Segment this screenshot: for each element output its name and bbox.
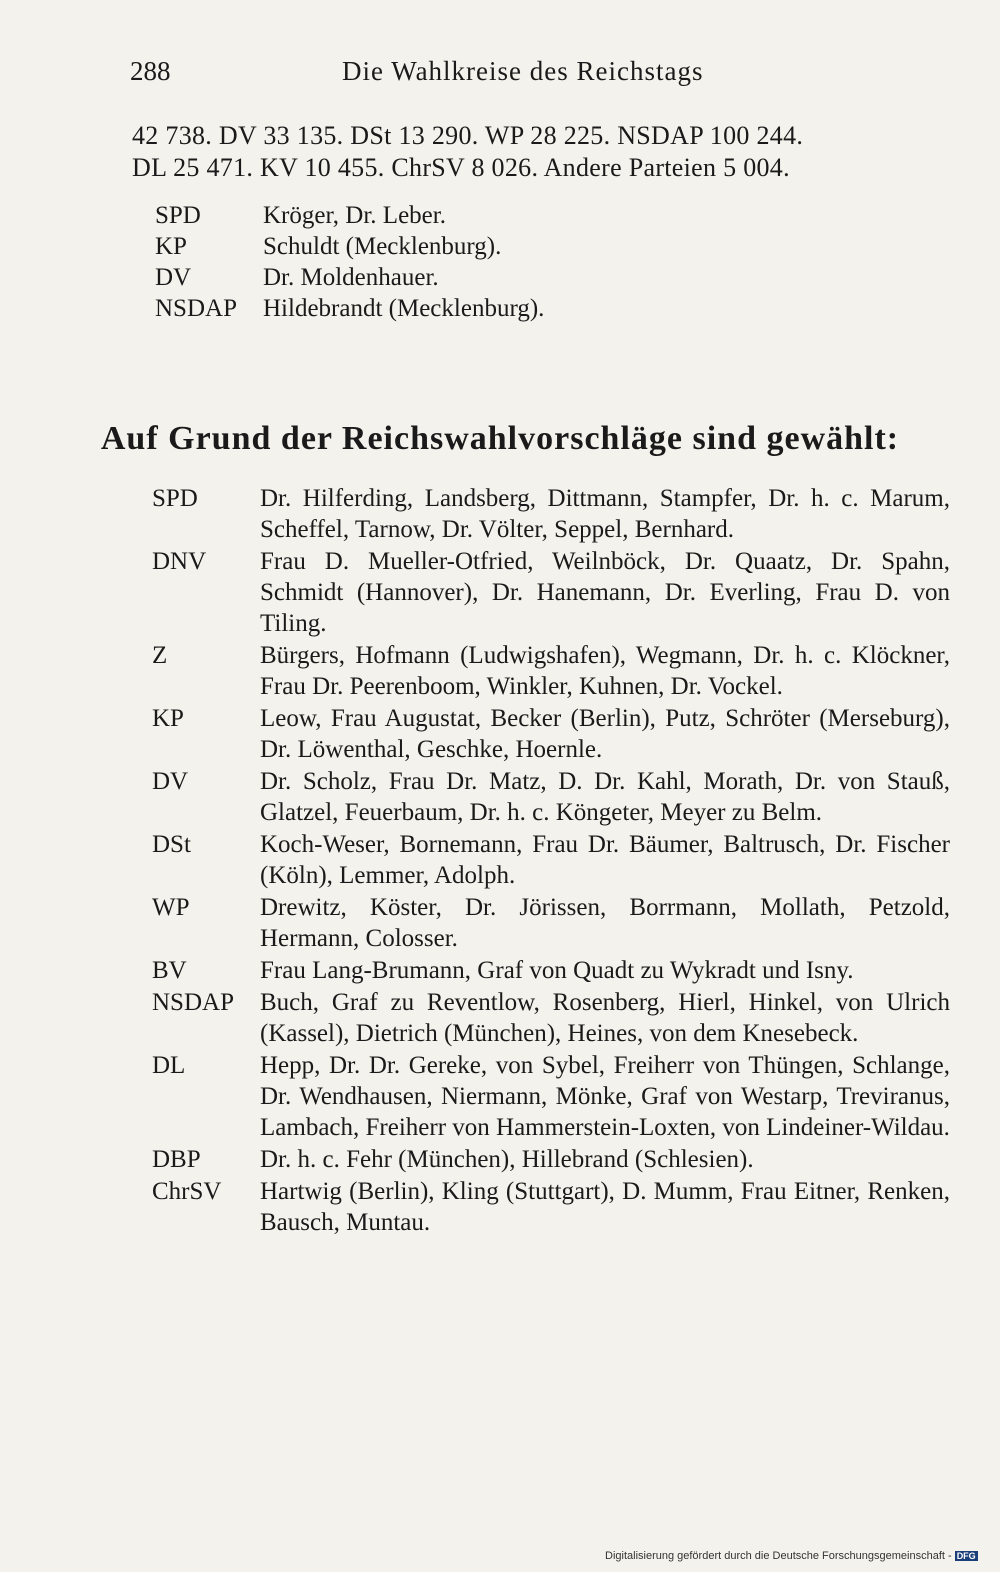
candidate-row <box>155 262 953 293</box>
candidate-row <box>155 231 953 262</box>
party-abbrev: DV <box>155 264 192 291</box>
party-abbrev: Z <box>152 642 168 669</box>
elected-row <box>152 892 950 954</box>
party-abbrev: DNV <box>152 548 207 575</box>
elected-row <box>152 766 950 828</box>
candidate-names: Schuldt (Mecklenburg). <box>263 233 502 260</box>
elected-names: Drewitz, Köster, Dr. Jörissen, Borrmann, Mollath, Petzold, Hermann, Colosser. <box>260 894 950 952</box>
candidate-row <box>155 293 953 324</box>
elected-row <box>152 829 950 891</box>
candidate-names: Kröger, Dr. Leber. <box>263 202 446 229</box>
vote-results <box>132 120 952 184</box>
elected-list <box>152 483 950 1239</box>
elected-row <box>152 703 950 765</box>
elected-names: Dr. h. c. Fehr (München), Hillebrand (Schlesien). <box>260 1146 754 1173</box>
elected-names: Frau Lang-Brumann, Graf von Quadt zu Wykradt und Isny. <box>260 957 854 984</box>
elected-row <box>152 987 950 1049</box>
party-abbrev: ChrSV <box>152 1178 222 1205</box>
section-heading: Auf Grund der Reichswahlvorschläge sind gewählt: <box>100 420 900 457</box>
party-abbrev: KP <box>152 705 184 732</box>
elected-row <box>152 546 950 639</box>
credit-text: Digitalisierung gefördert durch die Deutsche Forschungsgemeinschaft - <box>605 1550 952 1562</box>
elected-names: Hartwig (Berlin), Kling (Stuttgart), D. Mumm, Frau Eitner, Renken, Bausch, Muntau. <box>260 1178 950 1236</box>
results-line: 42 738. DV 33 135. DSt 13 290. WP 28 225. NSDAP 100 244. <box>132 121 804 150</box>
page-number: 288 <box>130 56 171 86</box>
elected-names: Bürgers, Hofmann (Ludwigshafen), Wegmann, Dr. h. c. Klöckner, Frau Dr. Peerenboom, Winkler, Kuhnen, Dr. Vockel. <box>260 642 950 700</box>
candidate-names: Hildebrandt (Mecklenburg). <box>263 295 545 322</box>
party-abbrev: NSDAP <box>152 989 234 1016</box>
elected-names: Buch, Graf zu Reventlow, Rosenberg, Hierl, Hinkel, von Ulrich (Kassel), Dietrich (München), Heines, von dem Knesebeck. <box>260 989 950 1047</box>
page-header <box>130 56 950 96</box>
elected-row <box>152 1144 950 1175</box>
results-line: DL 25 471. KV 10 455. ChrSV 8 026. Andere Parteien 5 004. <box>132 153 790 182</box>
digitization-credit <box>605 1550 978 1562</box>
party-abbrev: DV <box>152 768 189 795</box>
party-abbrev: SPD <box>155 202 201 229</box>
candidate-row <box>155 200 953 231</box>
elected-names: Frau D. Mueller-Otfried, Weilnböck, Dr. Quaatz, Dr. Spahn, Schmidt (Hannover), Dr. Hanemann, Dr. Everling, Frau D. von Tiling. <box>260 548 950 637</box>
elected-row <box>152 955 950 986</box>
party-abbrev: KP <box>155 233 187 260</box>
candidate-names: Dr. Moldenhauer. <box>263 264 439 291</box>
running-title: Die Wahlkreise des Reichstags <box>342 56 704 86</box>
candidate-list <box>155 200 953 324</box>
party-abbrev: DSt <box>152 831 191 858</box>
elected-names: Leow, Frau Augustat, Becker (Berlin), Putz, Schröter (Merseburg), Dr. Löwenthal, Geschke, Hoernle. <box>260 705 950 763</box>
party-abbrev: BV <box>152 957 187 984</box>
party-abbrev: DBP <box>152 1146 201 1173</box>
elected-row <box>152 1050 950 1143</box>
elected-row <box>152 1176 950 1238</box>
party-abbrev: DL <box>152 1052 186 1079</box>
party-abbrev: SPD <box>152 485 198 512</box>
elected-names: Koch-Weser, Bornemann, Frau Dr. Bäumer, Baltrusch, Dr. Fischer (Köln), Lemmer, Adolph. <box>260 831 950 889</box>
elected-names: Dr. Scholz, Frau Dr. Matz, D. Dr. Kahl, Morath, Dr. von Stauß, Glatzel, Feuerbaum, Dr. h. c. Köngeter, Meyer zu Belm. <box>260 768 950 826</box>
elected-names: Dr. Hilferding, Landsberg, Dittmann, Stampfer, Dr. h. c. Marum, Scheffel, Tarnow, Dr. Völter, Seppel, Bernhard. <box>260 485 950 543</box>
elected-row <box>152 640 950 702</box>
party-abbrev: WP <box>152 894 190 921</box>
dfg-logo: DFG <box>956 1551 976 1562</box>
party-abbrev: NSDAP <box>155 295 237 322</box>
elected-names: Hepp, Dr. Dr. Gereke, von Sybel, Freiherr von Thüngen, Schlange, Dr. Wendhausen, Niermann, Mönke, Graf von Westarp, Treviranus, Lambach, Freiherr von Hammerstein-Loxten, von Lindeiner-Wildau. <box>260 1052 950 1141</box>
elected-row <box>152 483 950 545</box>
